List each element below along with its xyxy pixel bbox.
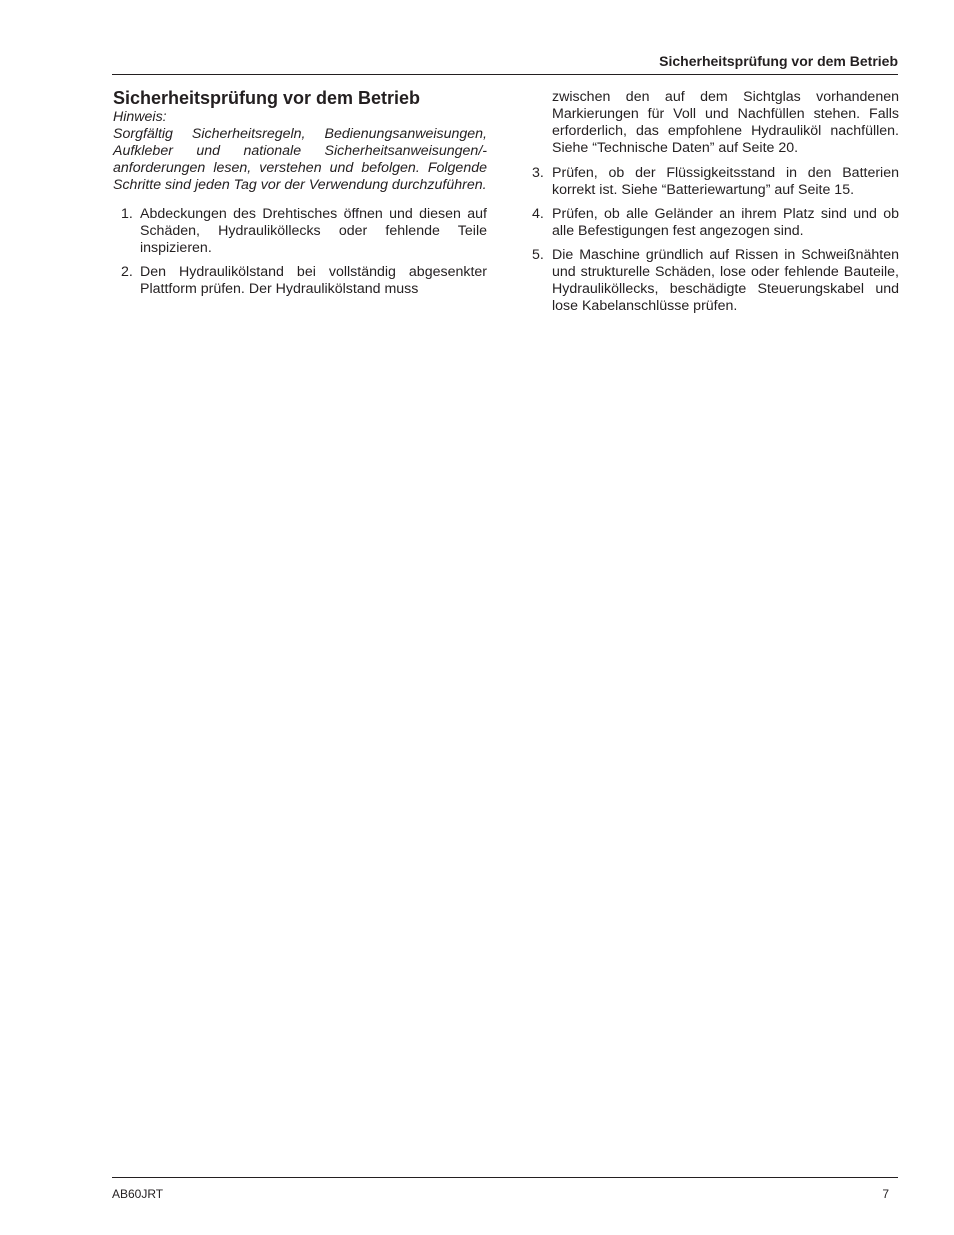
note-text: Sorgfältig Sicherheitsregeln, Bedienungsanweisungen, Aufkleber und nationale Sicherheitsanweisungen/-anforderungen lesen, verstehen und befolgen. Folgende Schritte sind jeden Tag vor der Verwendung durchzuführen. [113,126,487,193]
steps-list-left [113,206,487,298]
section-title: Sicherheitsprüfung vor dem Betrieb [113,88,421,108]
step-text: Die Maschine gründlich auf Rissen in Schweißnähten und strukturelle Schäden, lose oder fehlende Bauteile, Hydrauliköllecks, beschädigte Steuerungskabel und lose Kabelanschlüsse prüfen. [552,247,899,314]
step-item-2 [113,264,487,298]
step-text: Prüfen, ob der Flüssigkeitsstand in den Batterien korrekt ist. Siehe “Batteriewartung” auf Seite 15. [552,165,899,198]
step-text: Prüfen, ob alle Geländer an ihrem Platz sind und ob alle Befestigungen fest angezogen sind. [552,206,899,239]
step-item-1 [113,206,487,257]
step-number: 4. [532,206,544,222]
step-number: 1. [121,206,133,222]
running-header-title: Sicherheitsprüfung vor dem Betrieb [659,53,898,69]
step-2-continued-text: zwischen den auf dem Sichtglas vorhandenen Markierungen für Voll und Nachfüllen stehen. Falls erforderlich, das empfohlene Hydrauliköl nachfüllen. Siehe “Technische Daten” auf Seite 20. [552,89,899,156]
steps-list-right [525,165,899,315]
footer-model: AB60JRT [112,1187,164,1201]
step-item-4 [525,206,899,240]
footer-rule [112,1177,898,1178]
left-column [113,87,487,305]
step-item-3 [525,165,899,199]
step-number: 3. [532,165,544,181]
note-label: Hinweis: [113,109,167,125]
step-number: 2. [121,264,133,280]
header-rule [112,74,898,75]
right-column [525,89,899,322]
page-number: 7 [882,1187,889,1201]
step-text: Abdeckungen des Drehtisches öffnen und diesen auf Schäden, Hydrauliköllecks oder fehlende Teile inspizieren. [140,206,487,256]
step-text: Den Hydraulikölstand bei vollständig abgesenkter Plattform prüfen. Der Hydraulikölstand muss [140,264,487,297]
step-number: 5. [532,247,544,263]
step-item-5 [525,247,899,315]
